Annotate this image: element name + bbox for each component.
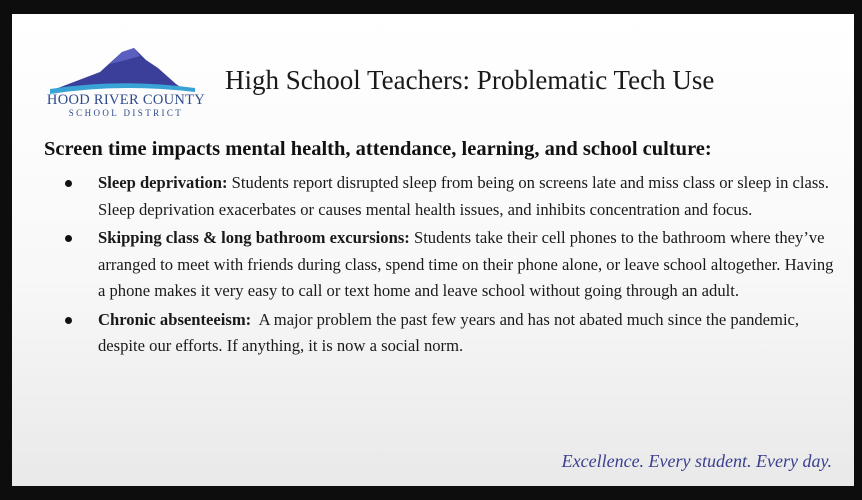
district-logo <box>40 44 212 134</box>
bullet-term: Skipping class & long bathroom excursions: <box>98 228 410 247</box>
list-item <box>42 307 842 360</box>
bullet-icon <box>65 317 72 324</box>
slide-title: High School Teachers: Problematic Tech Use <box>225 65 715 95</box>
slide <box>12 14 854 486</box>
logo-district-subtitle: SCHOOL DISTRICT <box>68 108 184 118</box>
bullet-text: Students take their cell phones to the bathroom where they’ve arranged to meet with friends during class, spend time on their phone alone, or leave school altogether. Having a phone makes it very easy to call or text home and leave school without going through an adult. <box>98 228 834 300</box>
mountain-logo-icon <box>50 44 200 96</box>
bullet-text: Students report disrupted sleep from being on screens late and miss class or sleep in class. Sleep deprivation exacerbates or causes mental health issues, and inhibits concentration and focus. <box>98 173 829 219</box>
bullet-icon <box>65 235 72 242</box>
bullet-text: A major problem the past few years and has not abated much since the pandemic, despite our efforts. If anything, it is now a social norm. <box>98 309 804 355</box>
list-item <box>42 170 842 223</box>
bullet-term: Sleep deprivation: <box>98 173 228 192</box>
section-heading: Screen time impacts mental health, attendance, learning, and school culture: <box>44 138 712 160</box>
bullet-list <box>42 170 842 362</box>
logo-district-name: HOOD RIVER COUNTY <box>46 92 206 108</box>
bullet-term: Chronic absenteeism: <box>98 309 252 329</box>
district-tagline: Excellence. Every student. Every day. <box>561 451 832 471</box>
list-item <box>42 225 842 305</box>
bullet-icon <box>65 180 72 187</box>
